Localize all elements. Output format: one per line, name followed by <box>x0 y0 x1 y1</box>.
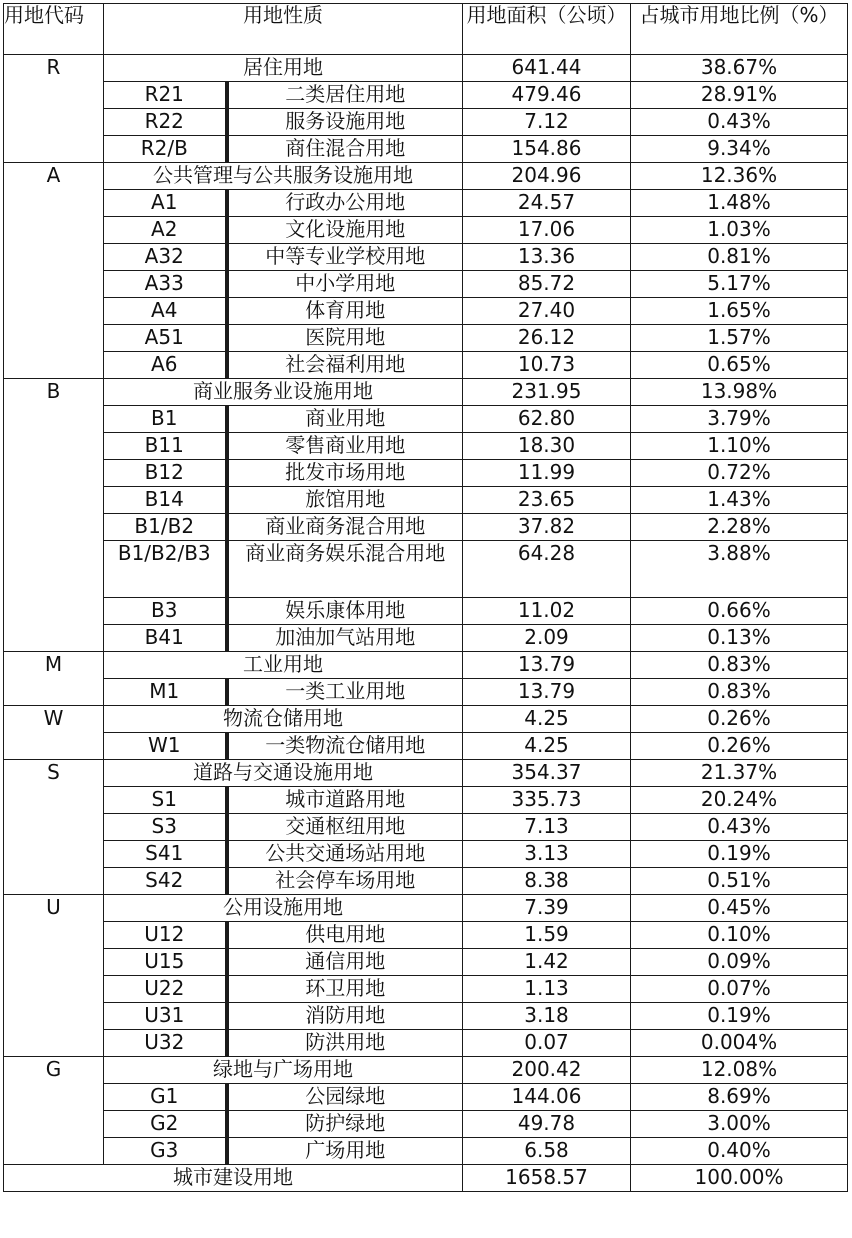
subcode-cell: B41 <box>104 625 227 652</box>
total-name-cell: 城市建设用地 <box>4 1165 463 1192</box>
category-code-cell <box>4 598 104 625</box>
subname-cell: 商业商务娱乐混合用地 <box>227 541 463 598</box>
category-name-cell: 公共管理与公共服务设施用地 <box>104 163 463 190</box>
area-cell: 27.40 <box>463 298 631 325</box>
ratio-cell: 0.66% <box>631 598 848 625</box>
area-cell: 7.13 <box>463 814 631 841</box>
category-code-cell <box>4 1084 104 1111</box>
ratio-cell: 5.17% <box>631 271 848 298</box>
subcode-cell: U32 <box>104 1030 227 1057</box>
category-code-cell <box>4 271 104 298</box>
area-cell: 3.13 <box>463 841 631 868</box>
area-cell: 1.42 <box>463 949 631 976</box>
category-name-cell: 居住用地 <box>104 55 463 82</box>
area-cell: 23.65 <box>463 487 631 514</box>
header-code: 用地代码 <box>4 4 104 55</box>
category-code-cell <box>4 868 104 895</box>
category-row <box>4 895 848 922</box>
table-row <box>4 82 848 109</box>
category-code-cell <box>4 679 104 706</box>
table-row <box>4 217 848 244</box>
ratio-cell: 8.69% <box>631 1084 848 1111</box>
subcode-cell: B14 <box>104 487 227 514</box>
subname-cell: 商业商务混合用地 <box>227 514 463 541</box>
area-cell: 1.59 <box>463 922 631 949</box>
category-code-cell: R <box>4 55 104 82</box>
ratio-cell: 2.28% <box>631 514 848 541</box>
subcode-cell: A51 <box>104 325 227 352</box>
category-code-cell <box>4 787 104 814</box>
subname-cell: 一类工业用地 <box>227 679 463 706</box>
subname-cell: 消防用地 <box>227 1003 463 1030</box>
table-row <box>4 787 848 814</box>
subname-cell: 公园绿地 <box>227 1084 463 1111</box>
category-code-cell <box>4 136 104 163</box>
subcode-cell: S1 <box>104 787 227 814</box>
ratio-cell: 28.91% <box>631 82 848 109</box>
area-cell: 85.72 <box>463 271 631 298</box>
category-code-cell <box>4 1111 104 1138</box>
area-cell: 231.95 <box>463 379 631 406</box>
area-cell: 11.99 <box>463 460 631 487</box>
header-nature: 用地性质 <box>104 4 463 55</box>
category-code-cell <box>4 949 104 976</box>
ratio-cell: 0.83% <box>631 652 848 679</box>
category-code-cell <box>4 625 104 652</box>
category-row <box>4 163 848 190</box>
ratio-cell: 1.57% <box>631 325 848 352</box>
table-row <box>4 598 848 625</box>
category-name-cell: 物流仓储用地 <box>104 706 463 733</box>
area-cell: 13.79 <box>463 679 631 706</box>
area-cell: 18.30 <box>463 433 631 460</box>
area-cell: 24.57 <box>463 190 631 217</box>
category-row <box>4 55 848 82</box>
table-row <box>4 625 848 652</box>
header-row <box>4 4 848 55</box>
subname-cell: 社会福利用地 <box>227 352 463 379</box>
ratio-cell: 12.08% <box>631 1057 848 1084</box>
subcode-cell: A1 <box>104 190 227 217</box>
subname-cell: 娱乐康体用地 <box>227 598 463 625</box>
header-area: 用地面积（公顷） <box>463 4 631 55</box>
category-code-cell <box>4 190 104 217</box>
area-cell: 154.86 <box>463 136 631 163</box>
ratio-cell: 0.43% <box>631 109 848 136</box>
ratio-cell: 0.83% <box>631 679 848 706</box>
category-code-cell <box>4 1138 104 1165</box>
table-row <box>4 352 848 379</box>
area-cell: 49.78 <box>463 1111 631 1138</box>
area-cell: 479.46 <box>463 82 631 109</box>
ratio-cell: 1.43% <box>631 487 848 514</box>
table-row <box>4 460 848 487</box>
subcode-cell: R2/B <box>104 136 227 163</box>
area-cell: 204.96 <box>463 163 631 190</box>
category-code-cell <box>4 1030 104 1057</box>
ratio-cell: 0.81% <box>631 244 848 271</box>
category-code-cell: G <box>4 1057 104 1084</box>
category-row <box>4 379 848 406</box>
area-cell: 11.02 <box>463 598 631 625</box>
subname-cell: 服务设施用地 <box>227 109 463 136</box>
category-code-cell <box>4 433 104 460</box>
table-row <box>4 868 848 895</box>
total-row <box>4 1165 848 1192</box>
area-cell: 7.39 <box>463 895 631 922</box>
table-row <box>4 514 848 541</box>
subcode-cell: U22 <box>104 976 227 1003</box>
ratio-cell: 0.13% <box>631 625 848 652</box>
table-row <box>4 325 848 352</box>
ratio-cell: 0.43% <box>631 814 848 841</box>
category-code-cell <box>4 244 104 271</box>
ratio-cell: 1.10% <box>631 433 848 460</box>
subcode-cell: B11 <box>104 433 227 460</box>
table-row <box>4 733 848 760</box>
subname-cell: 防护绿地 <box>227 1111 463 1138</box>
subname-cell: 二类居住用地 <box>227 82 463 109</box>
category-code-cell <box>4 460 104 487</box>
table-row <box>4 487 848 514</box>
category-code-cell <box>4 325 104 352</box>
subcode-cell: A32 <box>104 244 227 271</box>
area-cell: 64.28 <box>463 541 631 598</box>
subcode-cell: B1/B2 <box>104 514 227 541</box>
table-row <box>4 109 848 136</box>
ratio-cell: 0.004% <box>631 1030 848 1057</box>
subcode-cell: R22 <box>104 109 227 136</box>
area-cell: 62.80 <box>463 406 631 433</box>
area-cell: 13.36 <box>463 244 631 271</box>
category-code-cell <box>4 352 104 379</box>
table-row <box>4 949 848 976</box>
table-row <box>4 244 848 271</box>
subname-cell: 社会停车场用地 <box>227 868 463 895</box>
subname-cell: 交通枢纽用地 <box>227 814 463 841</box>
ratio-cell: 0.51% <box>631 868 848 895</box>
subname-cell: 商住混合用地 <box>227 136 463 163</box>
category-row <box>4 652 848 679</box>
table-row <box>4 679 848 706</box>
subname-cell: 城市道路用地 <box>227 787 463 814</box>
area-cell: 13.79 <box>463 652 631 679</box>
area-cell: 37.82 <box>463 514 631 541</box>
subcode-cell: U12 <box>104 922 227 949</box>
ratio-cell: 0.72% <box>631 460 848 487</box>
table-row <box>4 814 848 841</box>
category-code-cell <box>4 976 104 1003</box>
category-row <box>4 760 848 787</box>
subname-cell: 环卫用地 <box>227 976 463 1003</box>
ratio-cell: 0.19% <box>631 1003 848 1030</box>
area-cell: 354.37 <box>463 760 631 787</box>
area-cell: 6.58 <box>463 1138 631 1165</box>
area-cell: 17.06 <box>463 217 631 244</box>
ratio-cell: 13.98% <box>631 379 848 406</box>
table-row <box>4 541 848 598</box>
subcode-cell: S41 <box>104 841 227 868</box>
category-code-cell: S <box>4 760 104 787</box>
subname-cell: 广场用地 <box>227 1138 463 1165</box>
table-row <box>4 1003 848 1030</box>
subcode-cell: B12 <box>104 460 227 487</box>
table-row <box>4 406 848 433</box>
subcode-cell: G1 <box>104 1084 227 1111</box>
area-cell: 1.13 <box>463 976 631 1003</box>
ratio-cell: 3.79% <box>631 406 848 433</box>
category-name-cell: 绿地与广场用地 <box>104 1057 463 1084</box>
category-code-cell <box>4 298 104 325</box>
table-row <box>4 1138 848 1165</box>
area-cell: 3.18 <box>463 1003 631 1030</box>
table-row <box>4 433 848 460</box>
subname-cell: 医院用地 <box>227 325 463 352</box>
ratio-cell: 12.36% <box>631 163 848 190</box>
table-row <box>4 1030 848 1057</box>
area-cell: 26.12 <box>463 325 631 352</box>
area-cell: 2.09 <box>463 625 631 652</box>
ratio-cell: 3.00% <box>631 1111 848 1138</box>
ratio-cell: 9.34% <box>631 136 848 163</box>
area-cell: 200.42 <box>463 1057 631 1084</box>
table-row <box>4 271 848 298</box>
subname-cell: 商业用地 <box>227 406 463 433</box>
subcode-cell: A4 <box>104 298 227 325</box>
subname-cell: 通信用地 <box>227 949 463 976</box>
category-name-cell: 公用设施用地 <box>104 895 463 922</box>
table-row <box>4 922 848 949</box>
category-code-cell <box>4 109 104 136</box>
subname-cell: 加油加气站用地 <box>227 625 463 652</box>
category-code-cell <box>4 1003 104 1030</box>
category-name-cell: 道路与交通设施用地 <box>104 760 463 787</box>
ratio-cell: 1.48% <box>631 190 848 217</box>
subcode-cell: U15 <box>104 949 227 976</box>
category-code-cell: M <box>4 652 104 679</box>
category-row <box>4 1057 848 1084</box>
land-use-table <box>3 3 848 1192</box>
subname-cell: 中等专业学校用地 <box>227 244 463 271</box>
category-code-cell <box>4 82 104 109</box>
total-ratio-cell: 100.00% <box>631 1165 848 1192</box>
subcode-cell: B1/B2/B3 <box>104 541 227 598</box>
category-row <box>4 706 848 733</box>
category-name-cell: 工业用地 <box>104 652 463 679</box>
subcode-cell: S3 <box>104 814 227 841</box>
table-row <box>4 841 848 868</box>
area-cell: 4.25 <box>463 733 631 760</box>
ratio-cell: 0.65% <box>631 352 848 379</box>
ratio-cell: 0.26% <box>631 733 848 760</box>
ratio-cell: 20.24% <box>631 787 848 814</box>
ratio-cell: 38.67% <box>631 55 848 82</box>
subcode-cell: R21 <box>104 82 227 109</box>
category-code-cell: U <box>4 895 104 922</box>
ratio-cell: 21.37% <box>631 760 848 787</box>
ratio-cell: 0.19% <box>631 841 848 868</box>
table-row <box>4 1084 848 1111</box>
area-cell: 335.73 <box>463 787 631 814</box>
total-area-cell: 1658.57 <box>463 1165 631 1192</box>
ratio-cell: 0.45% <box>631 895 848 922</box>
area-cell: 4.25 <box>463 706 631 733</box>
subname-cell: 行政办公用地 <box>227 190 463 217</box>
subcode-cell: B3 <box>104 598 227 625</box>
subcode-cell: G2 <box>104 1111 227 1138</box>
category-code-cell <box>4 814 104 841</box>
ratio-cell: 0.10% <box>631 922 848 949</box>
table-row <box>4 190 848 217</box>
ratio-cell: 1.03% <box>631 217 848 244</box>
area-cell: 7.12 <box>463 109 631 136</box>
category-code-cell <box>4 541 104 598</box>
category-code-cell: A <box>4 163 104 190</box>
subname-cell: 供电用地 <box>227 922 463 949</box>
subname-cell: 批发市场用地 <box>227 460 463 487</box>
subcode-cell: W1 <box>104 733 227 760</box>
subname-cell: 文化设施用地 <box>227 217 463 244</box>
table-row <box>4 298 848 325</box>
area-cell: 8.38 <box>463 868 631 895</box>
subcode-cell: S42 <box>104 868 227 895</box>
category-code-cell <box>4 922 104 949</box>
category-code-cell <box>4 841 104 868</box>
ratio-cell: 1.65% <box>631 298 848 325</box>
ratio-cell: 0.09% <box>631 949 848 976</box>
area-cell: 10.73 <box>463 352 631 379</box>
ratio-cell: 0.07% <box>631 976 848 1003</box>
category-code-cell: W <box>4 706 104 733</box>
ratio-cell: 0.26% <box>631 706 848 733</box>
table-body <box>4 55 848 1192</box>
category-code-cell <box>4 514 104 541</box>
ratio-cell: 3.88% <box>631 541 848 598</box>
subcode-cell: A2 <box>104 217 227 244</box>
category-code-cell <box>4 217 104 244</box>
area-cell: 641.44 <box>463 55 631 82</box>
subcode-cell: A33 <box>104 271 227 298</box>
subcode-cell: U31 <box>104 1003 227 1030</box>
ratio-cell: 0.40% <box>631 1138 848 1165</box>
table-row <box>4 1111 848 1138</box>
category-code-cell <box>4 733 104 760</box>
subname-cell: 旅馆用地 <box>227 487 463 514</box>
subcode-cell: G3 <box>104 1138 227 1165</box>
table-row <box>4 976 848 1003</box>
subname-cell: 防洪用地 <box>227 1030 463 1057</box>
subname-cell: 中小学用地 <box>227 271 463 298</box>
category-code-cell: B <box>4 379 104 406</box>
subname-cell: 体育用地 <box>227 298 463 325</box>
subcode-cell: B1 <box>104 406 227 433</box>
subname-cell: 一类物流仓储用地 <box>227 733 463 760</box>
category-code-cell <box>4 487 104 514</box>
category-code-cell <box>4 406 104 433</box>
table-row <box>4 136 848 163</box>
header-ratio: 占城市用地比例（%） <box>631 4 848 55</box>
subname-cell: 公共交通场站用地 <box>227 841 463 868</box>
area-cell: 144.06 <box>463 1084 631 1111</box>
subcode-cell: M1 <box>104 679 227 706</box>
category-name-cell: 商业服务业设施用地 <box>104 379 463 406</box>
area-cell: 0.07 <box>463 1030 631 1057</box>
subcode-cell: A6 <box>104 352 227 379</box>
subname-cell: 零售商业用地 <box>227 433 463 460</box>
